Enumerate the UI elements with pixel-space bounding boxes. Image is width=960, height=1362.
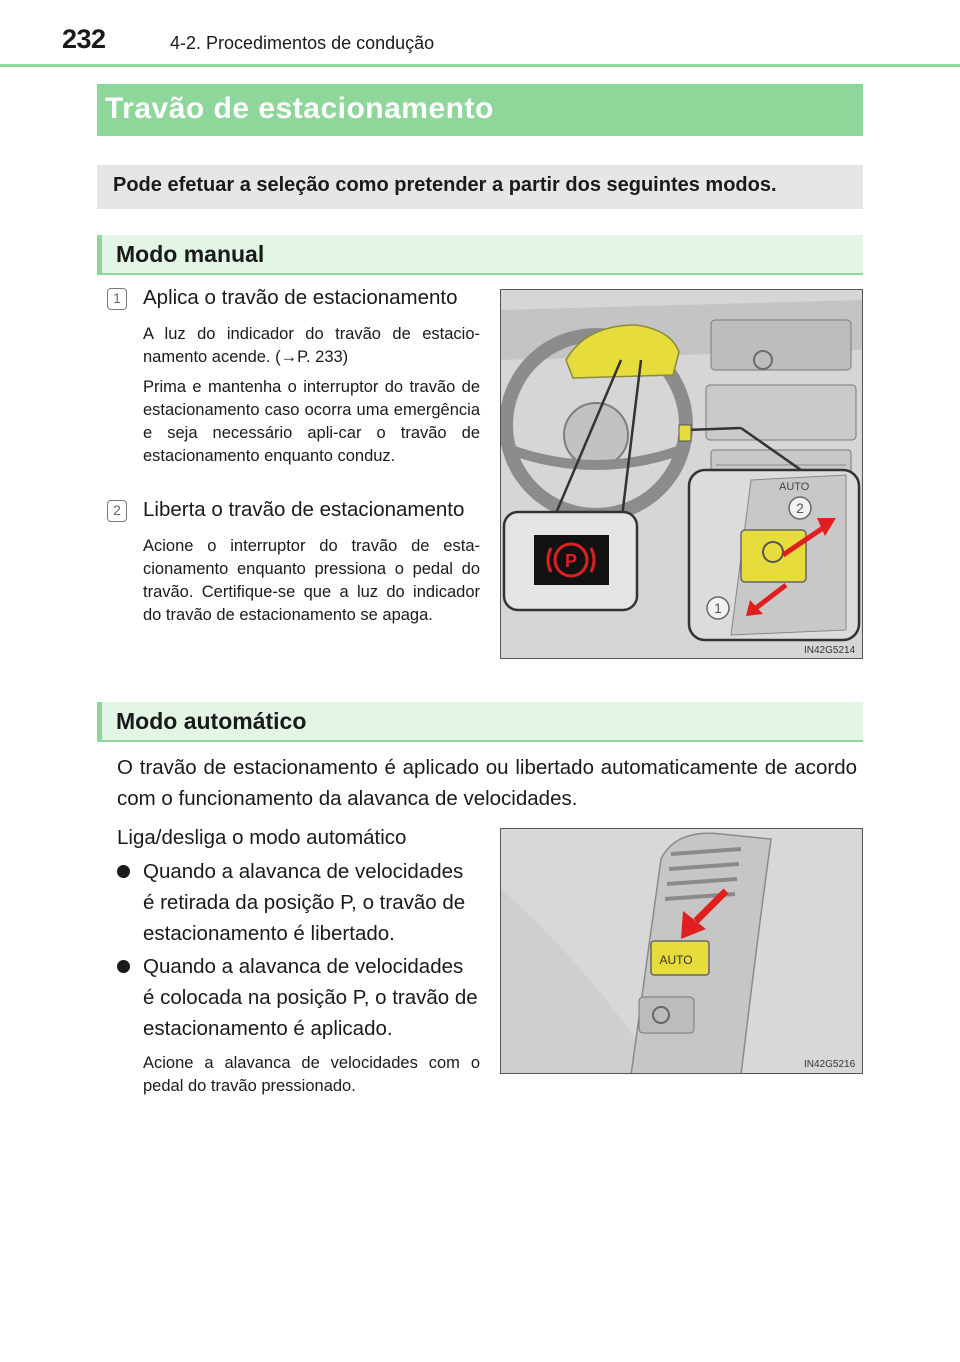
auto-switch-illustration — [501, 829, 863, 1074]
bullet-item-1 — [117, 856, 480, 949]
auto-mode-heading: Modo automático — [116, 708, 307, 734]
manual-mode-heading: Modo manual — [116, 241, 265, 267]
item-2-note-1: Acione o interruptor do travão de esta-cionamento enquanto pressiona o pedal do travão. Certifique-se que a luz do indicador do travão de estacionamento se apaga. — [143, 537, 480, 624]
item-1-note-2: Prima e mantenha o interruptor do travão de estacionamento caso ocorra uma emergência e seja necessário apli-car o travão de estacionamento enquanto conduz. — [143, 378, 480, 465]
auto-toggle-title: Liga/desliga o modo automático — [117, 826, 407, 849]
figure-2-code: IN42G5216 — [804, 1059, 856, 1070]
page-title: Travão de estacionamento — [105, 92, 494, 125]
parking-indicator-glyph: P — [564, 551, 578, 571]
auto-mode-header — [97, 702, 863, 742]
bullet-item-2 — [117, 951, 480, 1044]
item-1-note-1: A luz do indicador do travão de estacio-namento acende. (→P. 233) — [143, 325, 480, 366]
figure-1-code: IN42G5214 — [804, 645, 856, 656]
bullet-text-1: Quando a alavanca de velocidades é retirada da posição P, o travão de estacionamento é libertado. — [143, 860, 466, 945]
auto-switch-label: AUTO — [779, 481, 810, 493]
section-path: 4-2. Procedimentos de condução — [170, 33, 435, 53]
manual-mode-header — [97, 235, 863, 275]
auto-switch-label-2: AUTO — [659, 953, 693, 967]
callout-1: 1 — [714, 600, 722, 616]
header-rule — [0, 64, 960, 67]
page-number: 232 — [62, 24, 106, 54]
intro-box — [97, 165, 863, 209]
manual-mode-figure — [500, 289, 863, 659]
dashboard-illustration — [501, 290, 863, 659]
intro-text: Pode efetuar a seleção como pretender a partir dos seguintes modos. — [113, 174, 777, 196]
title-bar — [97, 84, 863, 136]
callout-2: 2 — [796, 500, 804, 516]
item-1-title: Aplica o travão de estacionamento — [143, 286, 458, 309]
bullet-dot — [117, 960, 130, 973]
auto-note: Acione a alavanca de velocidades com o pedal do travão pressionado. — [143, 1054, 480, 1095]
page-header — [0, 0, 960, 68]
bullet-dot — [117, 865, 130, 878]
item-2-badge: 2 — [107, 500, 127, 522]
bullet-text-2: Quando a alavanca de velocidades é colocada na posição P, o travão de estacionamento é aplicado. — [143, 955, 478, 1040]
item-2-title: Liberta o travão de estacionamento — [143, 498, 465, 521]
auto-mode-figure — [500, 828, 863, 1074]
item-1-badge: 1 — [107, 288, 127, 310]
auto-description: O travão de estacionamento é aplicado ou libertado automaticamente de acordo com o funcionamento da alavanca de velocidades. — [117, 756, 857, 810]
